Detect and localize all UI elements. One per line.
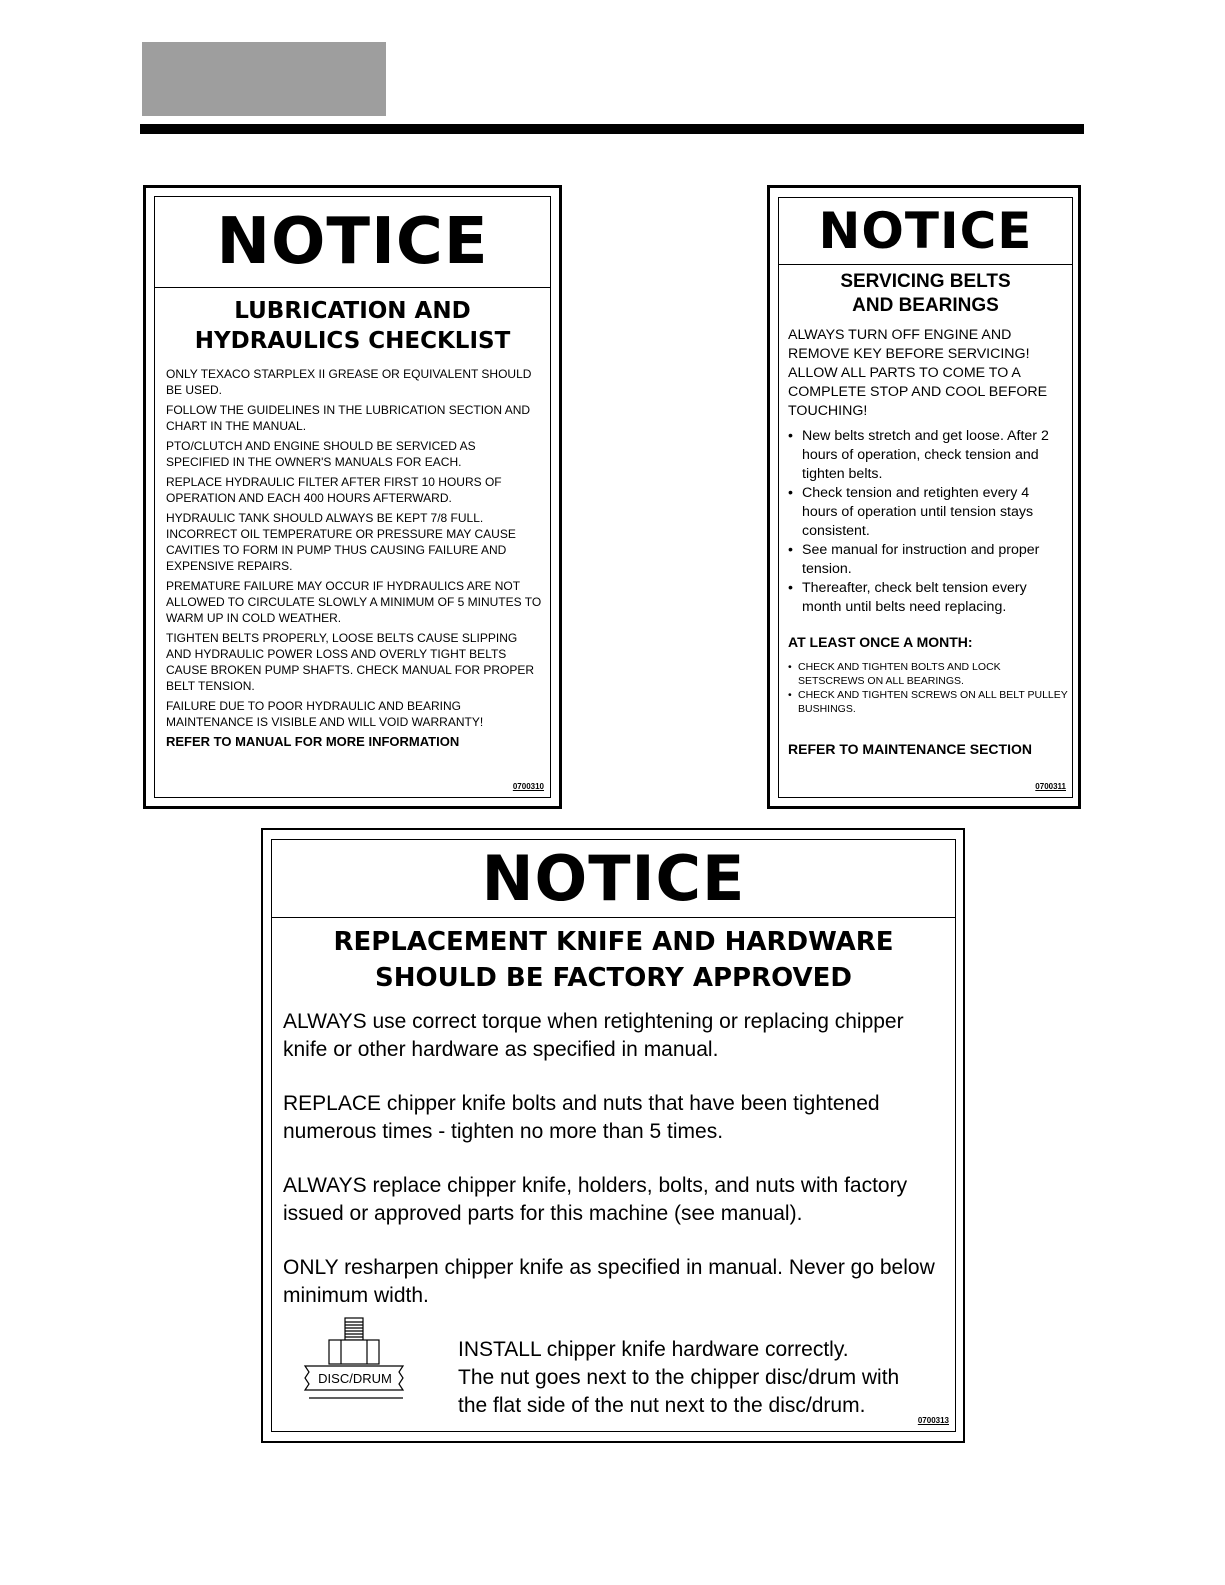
checklist-item: ONLY TEXACO STARPLEX II GREASE OR EQUIVALENT SHOULD BE USED. bbox=[166, 367, 532, 397]
belt-instructions-list bbox=[788, 427, 1068, 617]
subtitle-line: HYDRAULICS CHECKLIST bbox=[194, 328, 511, 354]
decal-code: 0700311 bbox=[1035, 782, 1066, 791]
safety-warning: ALWAYS TURN OFF ENGINE AND REMOVE KEY BEFORE SERVICING! ALLOW ALL PARTS TO COME TO A COMPLETE STOP AND COOL BEFORE TOUCHING! bbox=[788, 327, 1048, 419]
decal-code: 0700310 bbox=[512, 782, 544, 791]
header-rule bbox=[140, 124, 1084, 134]
list-item: • CHECK AND TIGHTEN SCREWS ON ALL BELT PULLEY BUSHINGS. bbox=[788, 688, 1068, 716]
instruction-paragraph: ALWAYS use correct torque when retightening or replacing chipper knife or other hardware as specified in manual. bbox=[283, 1010, 904, 1061]
list-item: • Check tension and retighten every 4 hours of operation until tension stays consistent. bbox=[788, 484, 1068, 541]
subtitle-line: SERVICING BELTS bbox=[840, 271, 1011, 292]
header-tab bbox=[142, 42, 386, 116]
list-item: • CHECK AND TIGHTEN BOLTS AND LOCK SETSCREWS ON ALL BEARINGS. bbox=[788, 660, 1068, 688]
install-line: INSTALL chipper knife hardware correctly. bbox=[458, 1338, 849, 1361]
subtitle-line: REPLACEMENT KNIFE AND HARDWARE bbox=[333, 927, 894, 957]
subtitle-line: SHOULD BE FACTORY APPROVED bbox=[375, 963, 852, 993]
notice-heading: NOTICE bbox=[155, 197, 550, 288]
checklist-item: TIGHTEN BELTS PROPERLY, LOOSE BELTS CAUSE SLIPPING AND HYDRAULIC POWER LOSS AND OVERLY TIGHT BELTS CAUSE BROKEN PUMP SHAFTS. CHECK MANUAL FOR PROPER BELT TENSION. bbox=[166, 631, 535, 693]
diagram-label: DISC/DRUM bbox=[318, 1371, 392, 1386]
subtitle-line: AND BEARINGS bbox=[852, 295, 999, 316]
checklist-item: PTO/CLUTCH AND ENGINE SHOULD BE SERVICED AS SPECIFIED IN THE OWNER'S MANUALS FOR EACH. bbox=[166, 439, 476, 469]
install-line: The nut goes next to the chipper disc/drum with bbox=[458, 1366, 900, 1389]
notice-subtitle bbox=[779, 270, 1072, 318]
decal-code: 0700313 bbox=[917, 1416, 949, 1425]
list-item: • Thereafter, check belt tension every month until belts need replacing. bbox=[788, 579, 1068, 617]
notice-heading: NOTICE bbox=[779, 198, 1072, 265]
belts-bearings-notice-decal bbox=[767, 185, 1081, 809]
refer-text: REFER TO MAINTENANCE SECTION bbox=[788, 741, 1032, 757]
nut-disc-drum-diagram bbox=[299, 1316, 411, 1408]
subtitle-line: LUBRICATION AND bbox=[234, 298, 471, 324]
notice-heading: NOTICE bbox=[272, 840, 955, 918]
checklist-item: HYDRAULIC TANK SHOULD ALWAYS BE KEPT 7/8 FULL. INCORRECT OIL TEMPERATURE OR PRESSURE MAY CAUSE CAVITIES TO FORM IN PUMP THUS CAUSING FAILURE AND EXPENSIVE REPAIRS. bbox=[166, 511, 516, 573]
install-line: the flat side of the nut next to the disc/drum. bbox=[458, 1394, 866, 1417]
notice-inner-frame bbox=[271, 839, 956, 1432]
list-item: • See manual for instruction and proper tension. bbox=[788, 541, 1068, 579]
checklist-item: FOLLOW THE GUIDELINES IN THE LUBRICATION SECTION AND CHART IN THE MANUAL. bbox=[166, 403, 531, 433]
monthly-heading: AT LEAST ONCE A MONTH: bbox=[788, 634, 973, 650]
install-section bbox=[283, 1336, 945, 1432]
checklist-item: REPLACE HYDRAULIC FILTER AFTER FIRST 10 HOURS OF OPERATION AND EACH 400 HOURS AFTERWARD. bbox=[166, 475, 502, 505]
notice-body bbox=[272, 996, 955, 1432]
notice-inner-frame bbox=[778, 197, 1073, 798]
instruction-paragraph: ALWAYS replace chipper knife, holders, bolts, and nuts with factory issued or approved parts for this machine (see manual). bbox=[283, 1174, 908, 1225]
refer-text: REFER TO MANUAL FOR MORE INFORMATION bbox=[166, 734, 460, 749]
notice-body bbox=[155, 356, 550, 750]
install-instructions bbox=[458, 1336, 899, 1420]
instruction-paragraph: REPLACE chipper knife bolts and nuts that have been tightened numerous times - tighten no more than 5 times. bbox=[283, 1092, 880, 1143]
monthly-list bbox=[788, 660, 1068, 716]
checklist-item: FAILURE DUE TO POOR HYDRAULIC AND BEARING MAINTENANCE IS VISIBLE AND WILL VOID WARRANTY! bbox=[166, 699, 484, 729]
list-item: • New belts stretch and get loose. After 2 hours of operation, check tension and tighten belts. bbox=[788, 427, 1068, 484]
lubrication-notice-decal bbox=[143, 185, 562, 809]
knife-hardware-notice-decal bbox=[261, 828, 965, 1443]
notice-subtitle bbox=[155, 296, 550, 356]
notice-inner-frame bbox=[154, 196, 551, 798]
checklist-item: PREMATURE FAILURE MAY OCCUR IF HYDRAULICS ARE NOT ALLOWED TO CIRCULATE SLOWLY A MINIMUM OF 5 MINUTES TO WARM UP IN COLD WEATHER. bbox=[166, 579, 542, 625]
instruction-paragraph: ONLY resharpen chipper knife as specified in manual. Never go below minimum width. bbox=[283, 1256, 935, 1307]
notice-body bbox=[779, 318, 1072, 759]
notice-subtitle bbox=[272, 924, 955, 996]
